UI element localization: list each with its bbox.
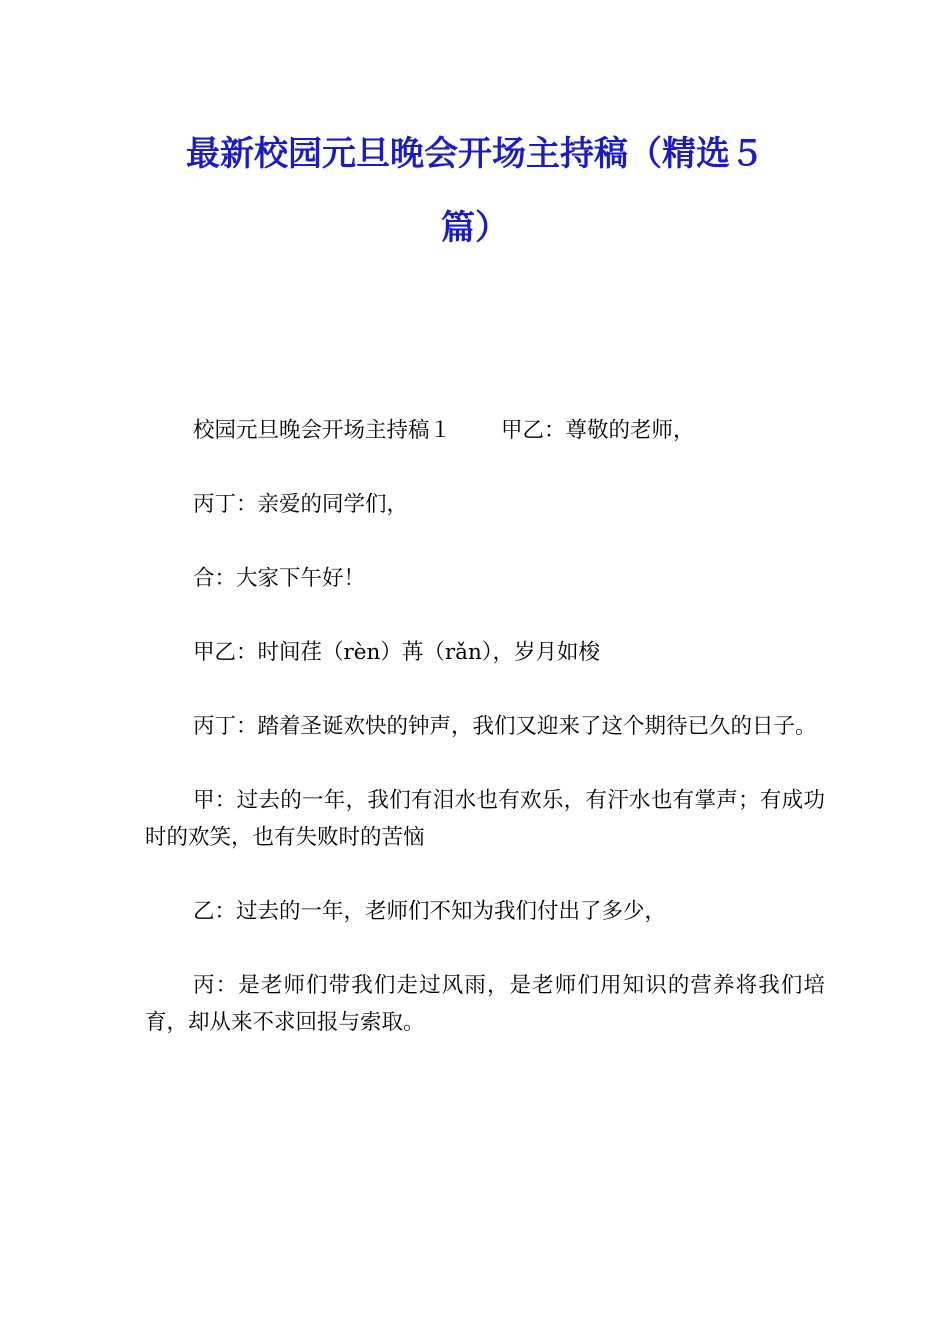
paragraph: [145, 412, 825, 449]
document-body: [145, 412, 825, 1078]
paragraph: 甲：过去的一年，我们有泪水也有欢乐，有汗水也有掌声；有成功时的欢笑，也有失败时的苦恼: [145, 788, 825, 850]
paragraph: 甲乙：时间荏（rèn）苒（rǎn），岁月如梭: [193, 640, 601, 665]
title-line-2: 篇）: [441, 208, 509, 248]
title-line-1: 最新校园元旦晚会开场主持稿（精选５: [186, 134, 764, 174]
section-heading: 校园元旦晚会开场主持稿１: [193, 418, 452, 443]
paragraph-text: 甲乙：尊敬的老师，: [501, 418, 695, 443]
paragraph: 合：大家下午好！: [193, 566, 366, 591]
paragraph: 丙丁：亲爱的同学们，: [193, 492, 409, 517]
page-title: [145, 117, 805, 265]
paragraph: 乙：过去的一年，老师们不知为我们付出了多少，: [193, 899, 667, 924]
paragraph: 丙丁：踏着圣诞欢快的钟声，我们又迎来了这个期待已久的日子。: [193, 714, 817, 739]
paragraph: 丙：是老师们带我们走过风雨，是老师们用知识的营养将我们培育，却从来不求回报与索取。: [145, 973, 825, 1035]
